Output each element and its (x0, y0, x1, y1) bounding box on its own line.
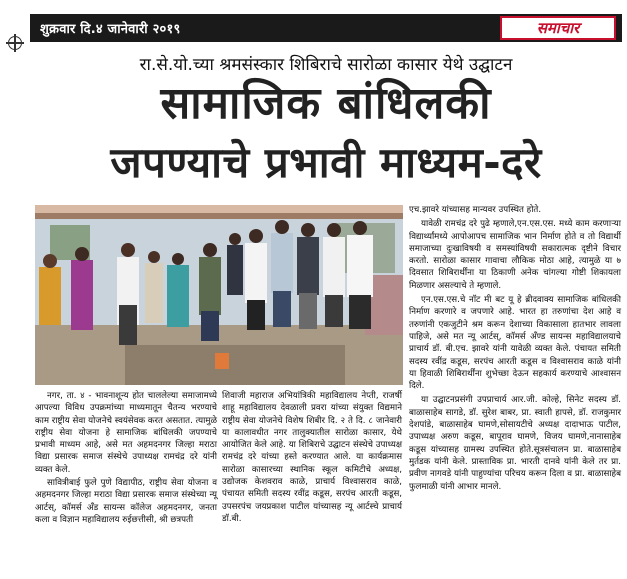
headline-line-2: जपण्याचे प्रभावी माध्यम-दरे (110, 138, 542, 187)
paragraph: शिवाजी महाराज अभियांत्रिकी महाविद्यालय नेप्ती, राजर्षी शाहू महाविद्यालय देवळाली प्रवरा यांच्या संयुक्त विद्यमाने राष्ट्रीय सेवा योजनेचे विशेष शिबीर दि. २ ते दि. ८ जानेवारी या कालावधीत नगर तालुक्यातील सारोळा कासार, येथे आयोजित केले आहे. या शिबिराचे उद्घाटन संस्थेचे उपाध्यक्ष रामचंद्र दरे यांच्या हस्ते करण्यात आले. या कार्यक्रमास सारोळा कासारच्या स्थानिक स्कूल कमिटीचे अध्यक्ष, उद्योजक केशवराव काळे, प्राचार्य विश्वासराव काळे, पंचायत समिती सदस्य रवींद्र कडूस, सरपंच आरती कडूस, उपसरपंच जयप्रकाश पाटील यांच्यासह न्यू आर्टस्चे प्राचार्य डॉ.बी. (222, 391, 402, 524)
paragraph: यावेळी रामचंद्र दरे पुढे म्हणाले,एन.एस.एस. मध्ये काम करणाऱ्या विद्यार्थ्यांमध्ये आपोआपच सामाजिक भान निर्माण होते व तो विद्यार्थी समाजाच्या दुःखाविषयी व समस्यांविषयी सकारात्मक दृष्टीने विचार करतो. सारोळा कासार गावाचा लौकिक मोठा आहे, त्यामुळे या ७ दिवसात शिबिरार्थींना या ठिकाणी अनेक चांगल्या गोष्टी शिकायला मिळणार असल्याचे ते म्हणाले. (409, 219, 621, 291)
paragraph: सावित्रीबाई फुले पुणे विद्यापीठ, राष्ट्रीय सेवा योजना व अहमदनगर जिल्हा मराठा विद्या प्रसारक समाज संस्थेच्या न्यू आर्टस्, कॉमर्स अँड सायन्स कॉलेज अहमदनगर, जनता कला व विज्ञान महाविद्यालय रुईछत्तीसी, श्री छत्रपती (35, 478, 217, 525)
paragraph: एन.एस.एस.चे नॉट मी बट यू हे ब्रीदवाक्य सामाजिक बांधिलकी निर्माण करणारे व जपणारे आहे. भारत हा तरुणांचा देश आहे व तरुणांनी एकजुटीने श्रम करून देशाच्या विकासाला हातभार लावला पाहिजे, असे मत न्यू आर्टस्, कॉमर्स अँण्ड सायन्स महाविद्यालयाचे प्राचार्य डॉ. बी.एच. झावरे यांनी यावेळी व्यक्त केले. पंचायत समिती सदस्य रवींद्र कडूस, सरपंच आरती कडूस व विश्वासराव काळे यांनी या हिवाळी शिबिरार्थींना शुभेच्छा देऊन सहकार्य करण्याचे आश्वासन दिले. (409, 295, 621, 392)
date-bar (30, 14, 622, 42)
paragraph: नगर, ता. ४ - भावनाशून्य होत चाललेल्या समाजामध्ये आपल्या विविध उपक्रमांच्या माध्यमातून चैतन्य भरण्याचे काम राष्ट्रीय सेवा योजनेचे स्वयंसेवक करत असतात. त्यामुळे राष्ट्रीय सेवा योजना हे सामाजिक बांधिलकी जपण्याचे प्रभावी माध्यम आहे, असे मत अहमदनगर जिल्हा मराठा विद्या प्रसारक समाज संस्थेचे उपाध्यक्ष रामचंद्र दरे यांनी व्यक्त केले. (35, 391, 217, 475)
masthead-logo (500, 16, 616, 40)
headline-line-1: सामाजिक बांधिलकी (160, 78, 492, 129)
article-column-2 (222, 390, 402, 526)
date-line: शुक्रवार दि.४ जानेवारी २०१९ (40, 22, 181, 37)
article-column-3 (409, 204, 621, 495)
event-photo-illustration (35, 205, 403, 385)
registration-mark-icon (8, 36, 22, 50)
article-kicker: रा.से.यो.च्या श्रमसंस्कार शिबिराचे सारोळा कासार येथे उद्घाटन (139, 55, 513, 75)
paragraph: या उद्घाटनप्रसंगी उपप्राचार्य आर.जी. कोल्हे, सिनेट सदस्य डॉ. बाळासाहेब सागडे, डॉ. सुरेश बाबर, प्रा. स्वाती हापसे, डॉ. राजकुमार देशपांडे, बाळासाहेब घामणे,सोसायटीचे अध्यक्ष दादाभाऊ पाटील, उपाध्यक्ष अरुण कडूस, बापूराव घामणे, विजय घामणे,नानासाहेब कडूस यांच्यासह ग्रामस्थ उपस्थित होते.सूत्रसंचालन प्रा. बाळासाहेब मुर्तडक यांनी केले. प्रास्ताविक प्रा. भारती दानवे यांनी केले तर प्रा. प्रवीण नागवडे यांनी पाहुण्यांचा परिचय करून दिला व प्रा. बाळासाहेब फुलमाळी यांनी आभार मानले. (409, 395, 621, 492)
article-column-1 (35, 390, 217, 527)
event-photo (35, 205, 403, 385)
paragraph: एच.झावरे यांच्यासह मान्यवर उपस्थित होते. (409, 205, 542, 215)
masthead-text: समाचार (536, 19, 580, 37)
